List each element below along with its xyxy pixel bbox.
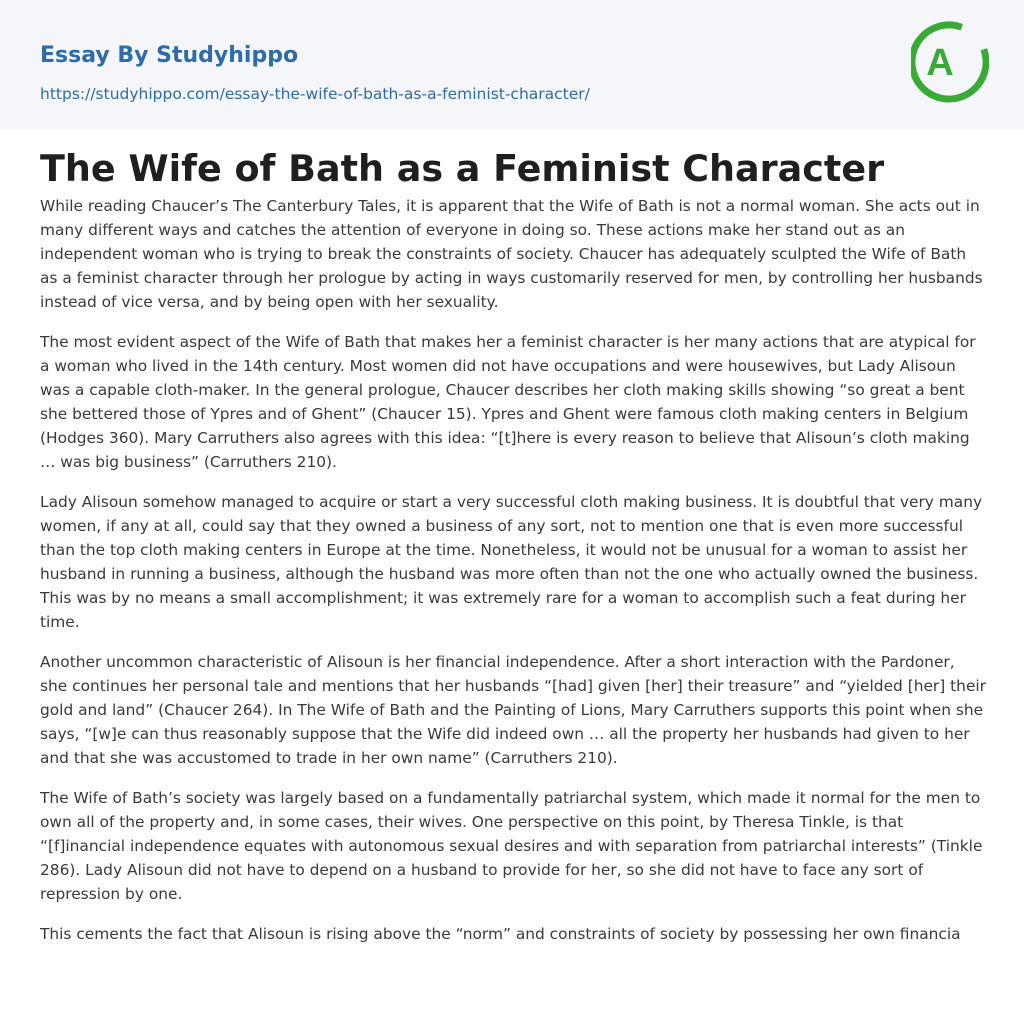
essay-url-link[interactable]: https://studyhippo.com/essay-the-wife-of-bath-as-a-feminist-character/	[40, 85, 590, 103]
paragraph: This cements the fact that Alisoun is rising above the “norm” and constraints of society by possessing her own financia	[40, 925, 961, 943]
article-title: The Wife of Bath as a Feminist Character	[40, 147, 885, 190]
paragraph: Lady Alisoun somehow managed to acquire or start a very successful cloth making business. It is doubtful that very many women, if any at all, could say that they owned a business of any sort, not to mention one that is even more successful than the top cloth making centers in Europe at the time. Nonetheless, it would not be unusual for a woman to assist her husband in running a business, although the husband was more often than not the one who actually owned the business. This was by no means a small accomplishment; it was extremely rare for a woman to accomplish such a feat during her time.	[40, 493, 983, 631]
paragraph: The Wife of Bath’s society was largely based on a fundamentally patriarchal system, which made it normal for the men to own all of the property and, in some cases, their wives. One perspective on this point, by Theresa Tinkle, is that “[f]inancial independence equates with autonomous sexual desires and with separation from patriarchal interests” (Tinkle 286). Lady Alisoun did not have to depend on a husband to provide for her, so she did not have to face any sort of repression by one.	[40, 789, 983, 903]
site-brand[interactable]: Essay By Studyhippo	[40, 43, 299, 68]
article-body	[40, 194, 986, 962]
logo-letter: A	[926, 42, 954, 84]
studyhippo-logo-icon[interactable]	[911, 17, 989, 107]
paragraph: While reading Chaucer’s The Canterbury Tales, it is apparent that the Wife of Bath is not a normal woman. She acts out in many different ways and catches the attention of everyone in doing so. These actions make her stand out as an independent woman who is trying to break the constraints of society. Chaucer has adequately sculpted the Wife of Bath as a feminist character through her prologue by acting in ways customarily reserved for men, by controlling her husbands instead of vice versa, and by being open with her sexuality.	[40, 197, 983, 311]
paragraph: Another uncommon characteristic of Alisoun is her financial independence. After a short interaction with the Pardoner, she continues her personal tale and mentions that her husbands “[had] given [her] their treasure” and “yielded [her] their gold and land” (Chaucer 264). In The Wife of Bath and the Painting of Lions, Mary Carruthers supports this point when she says, “[w]e can thus reasonably suppose that the Wife did indeed own … all the property her husbands had given to her and that she was accustomed to trade in her own name” (Carruthers 210).	[40, 653, 987, 767]
paragraph: The most evident aspect of the Wife of Bath that makes her a feminist character is her many actions that are atypical for a woman who lived in the 14th century. Most women did not have occupations and were housewives, but Lady Alisoun was a capable cloth-maker. In the general prologue, Chaucer describes her cloth making skills showing “so great a bent she bettered those of Ypres and of Ghent” (Chaucer 15). Ypres and Ghent were famous cloth making centers in Belgium (Hodges 360). Mary Carruthers also agrees with this idea: “[t]here is every reason to believe that Alisoun’s cloth making … was big business” (Carruthers 210).	[40, 333, 976, 471]
